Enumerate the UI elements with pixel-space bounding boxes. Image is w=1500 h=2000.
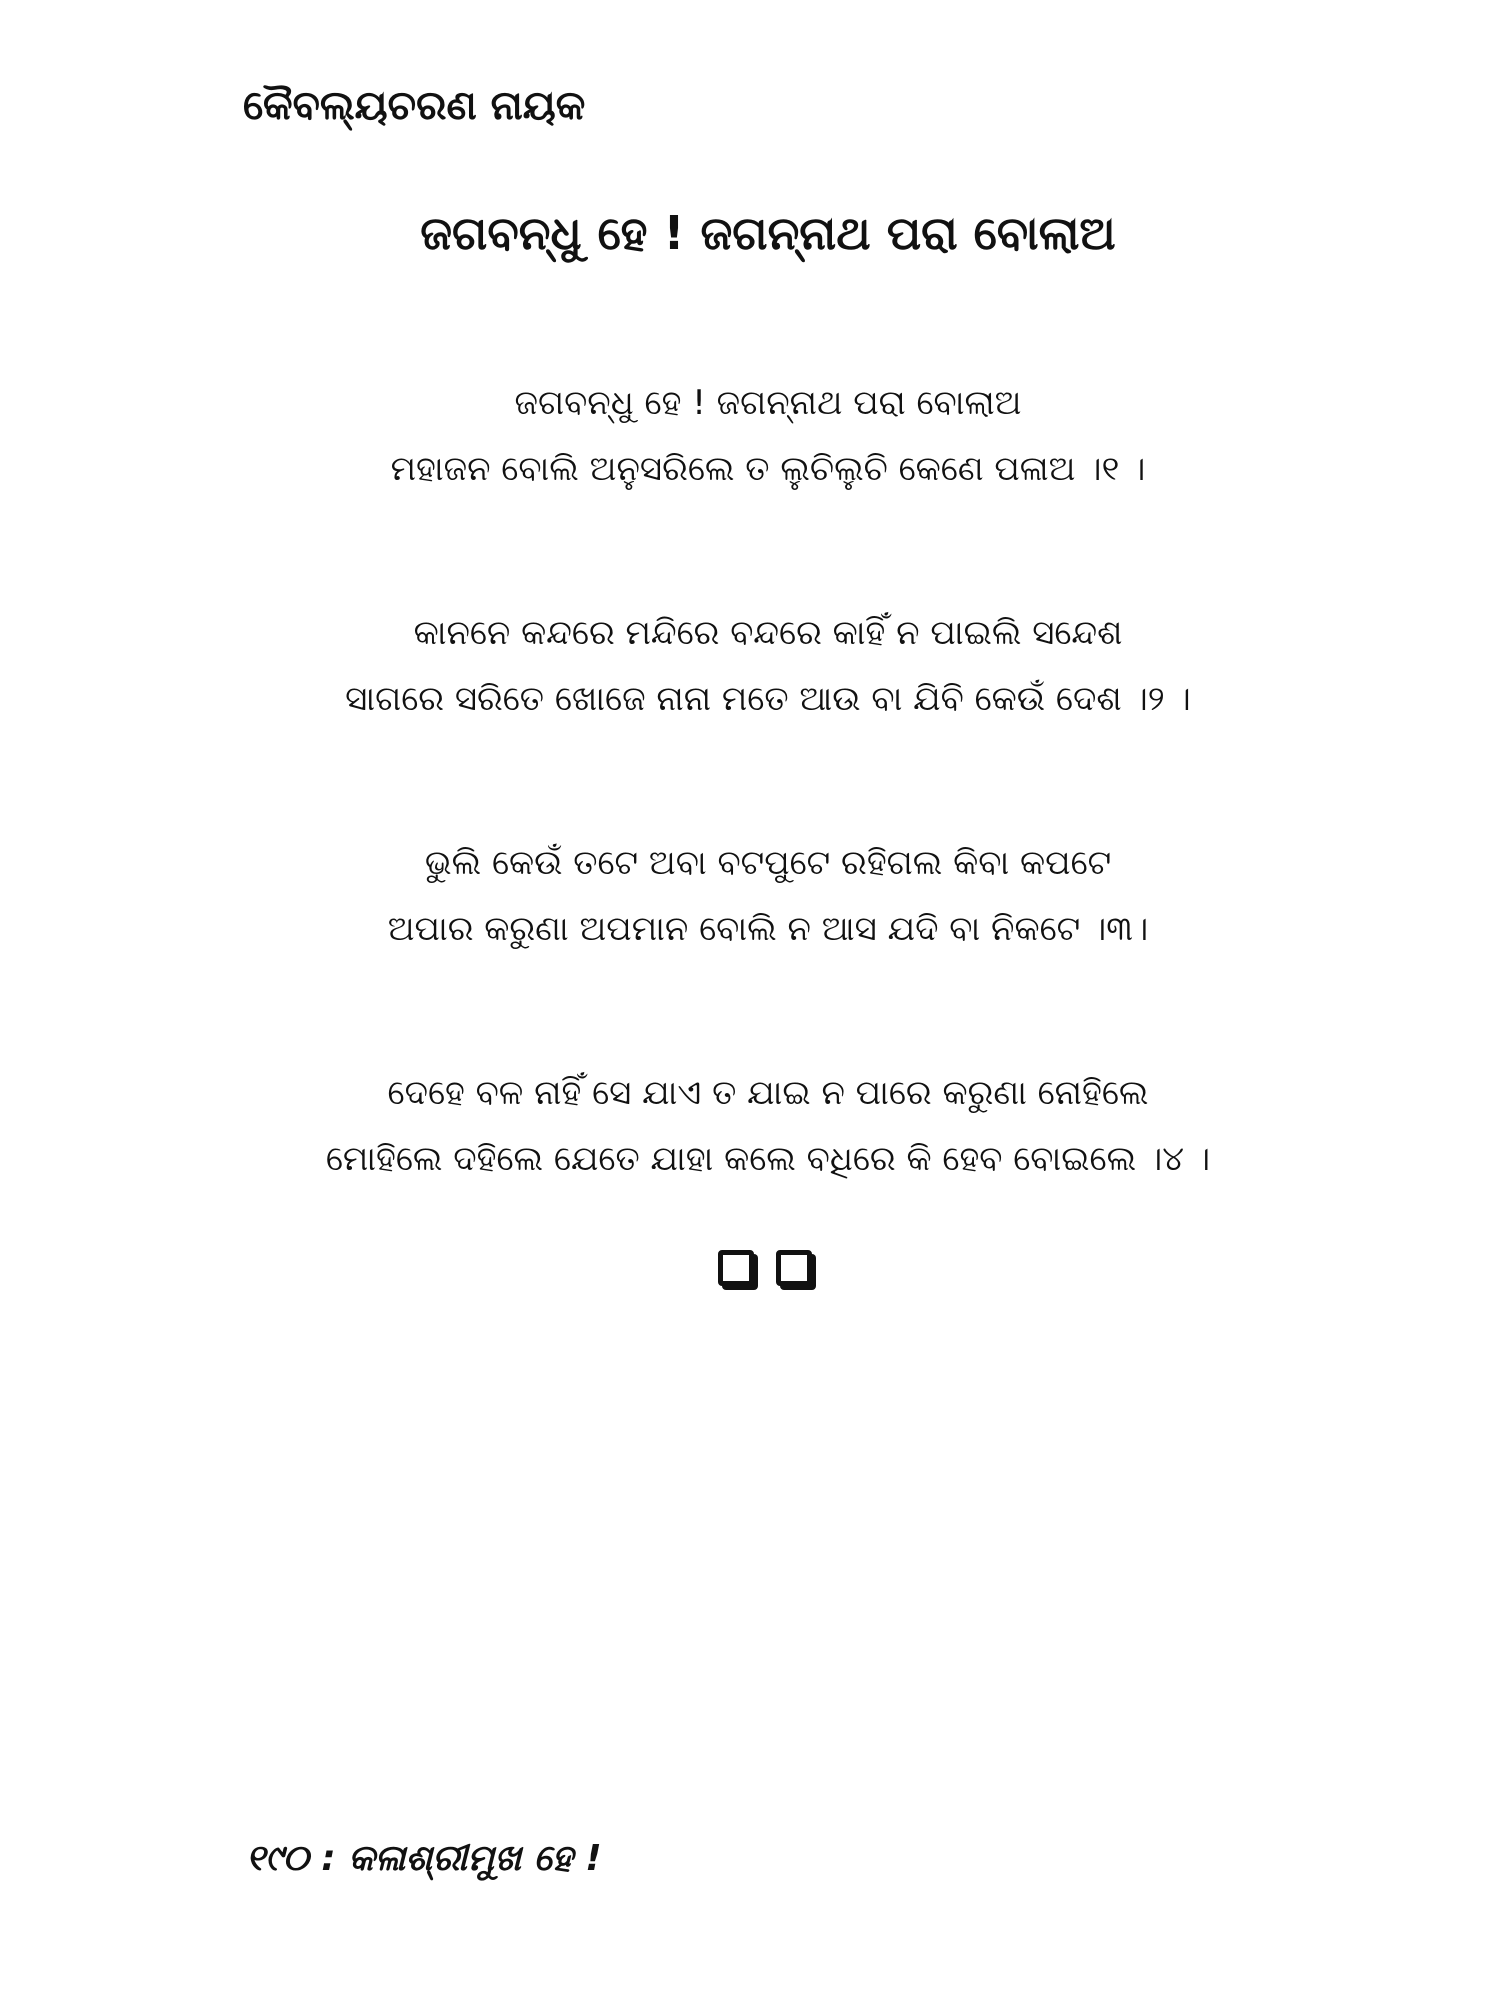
stanza-4 [0,1060,1500,1192]
verse-line: ମୋହିଲେ ଦହିଲେ ଯେତେ ଯାହା କଲେ ବଧିରେ କି ହେବ ବୋଇଲେ ।୪ । [325,1139,1211,1179]
verse-line: ଭୁଲି କେଉଁ ତଟେ ଅବା ବଟପୁଟେ ରହିଗଲ କିବା କପଟେ [424,843,1112,883]
verse-line: ଅପାର କରୁଣା ଅପମାନ ବୋଲି ନ ଆସ ଯଦି ବା ନିକଟେ ।୩। [387,909,1149,949]
end-ornament [0,1250,1500,1286]
square-ornament-icon [776,1250,812,1286]
poem-title: ଜଗବନ୍ଧୁ ହେ ! ଜଗନ୍ନାଥ ପରା ବୋଲାଅ [420,206,1116,260]
verse-line: ସାଗରେ ସରିତେ ଖୋଜେ ନାନା ମତେ ଆଉ ବା ଯିବି କେଉଁ ଦେଶ ।୨ । [345,679,1191,719]
verse-line: ଦେହେ ବଳ ନାହିଁ ସେ ଯାଏ ତ ଯାଇ ନ ପାରେ କରୁଣା ନୋହିଲେ [387,1073,1149,1113]
page-footer: ୧୯୦ : କଳାଶ୍ରୀମୁଖ ହେ ! [246,1838,602,1879]
stanza-1 [0,370,1500,502]
stanza-3 [0,830,1500,962]
stanza-2 [0,600,1500,732]
square-ornament-icon [718,1250,754,1286]
verse-line: କାନନେ କନ୍ଦରେ ମନ୍ଦିରେ ବନ୍ଦରେ କାହିଁ ନ ପାଇଲି ସନ୍ଦେଶ [413,613,1123,653]
verse-line: ମହାଜନ ବୋଲି ଅନୁସରିଲେ ତ ଲୁଚିଲୁଚି କେଣେ ପଳାଅ ।୧ । [390,449,1146,489]
verse-line: ଜଗବନ୍ଧୁ ହେ ! ଜଗନ୍ନାଥ ପରା ବୋଲାଅ [514,383,1022,423]
author-name: କୈବଲ୍ୟଚରଣ ନାୟକ [243,83,586,129]
